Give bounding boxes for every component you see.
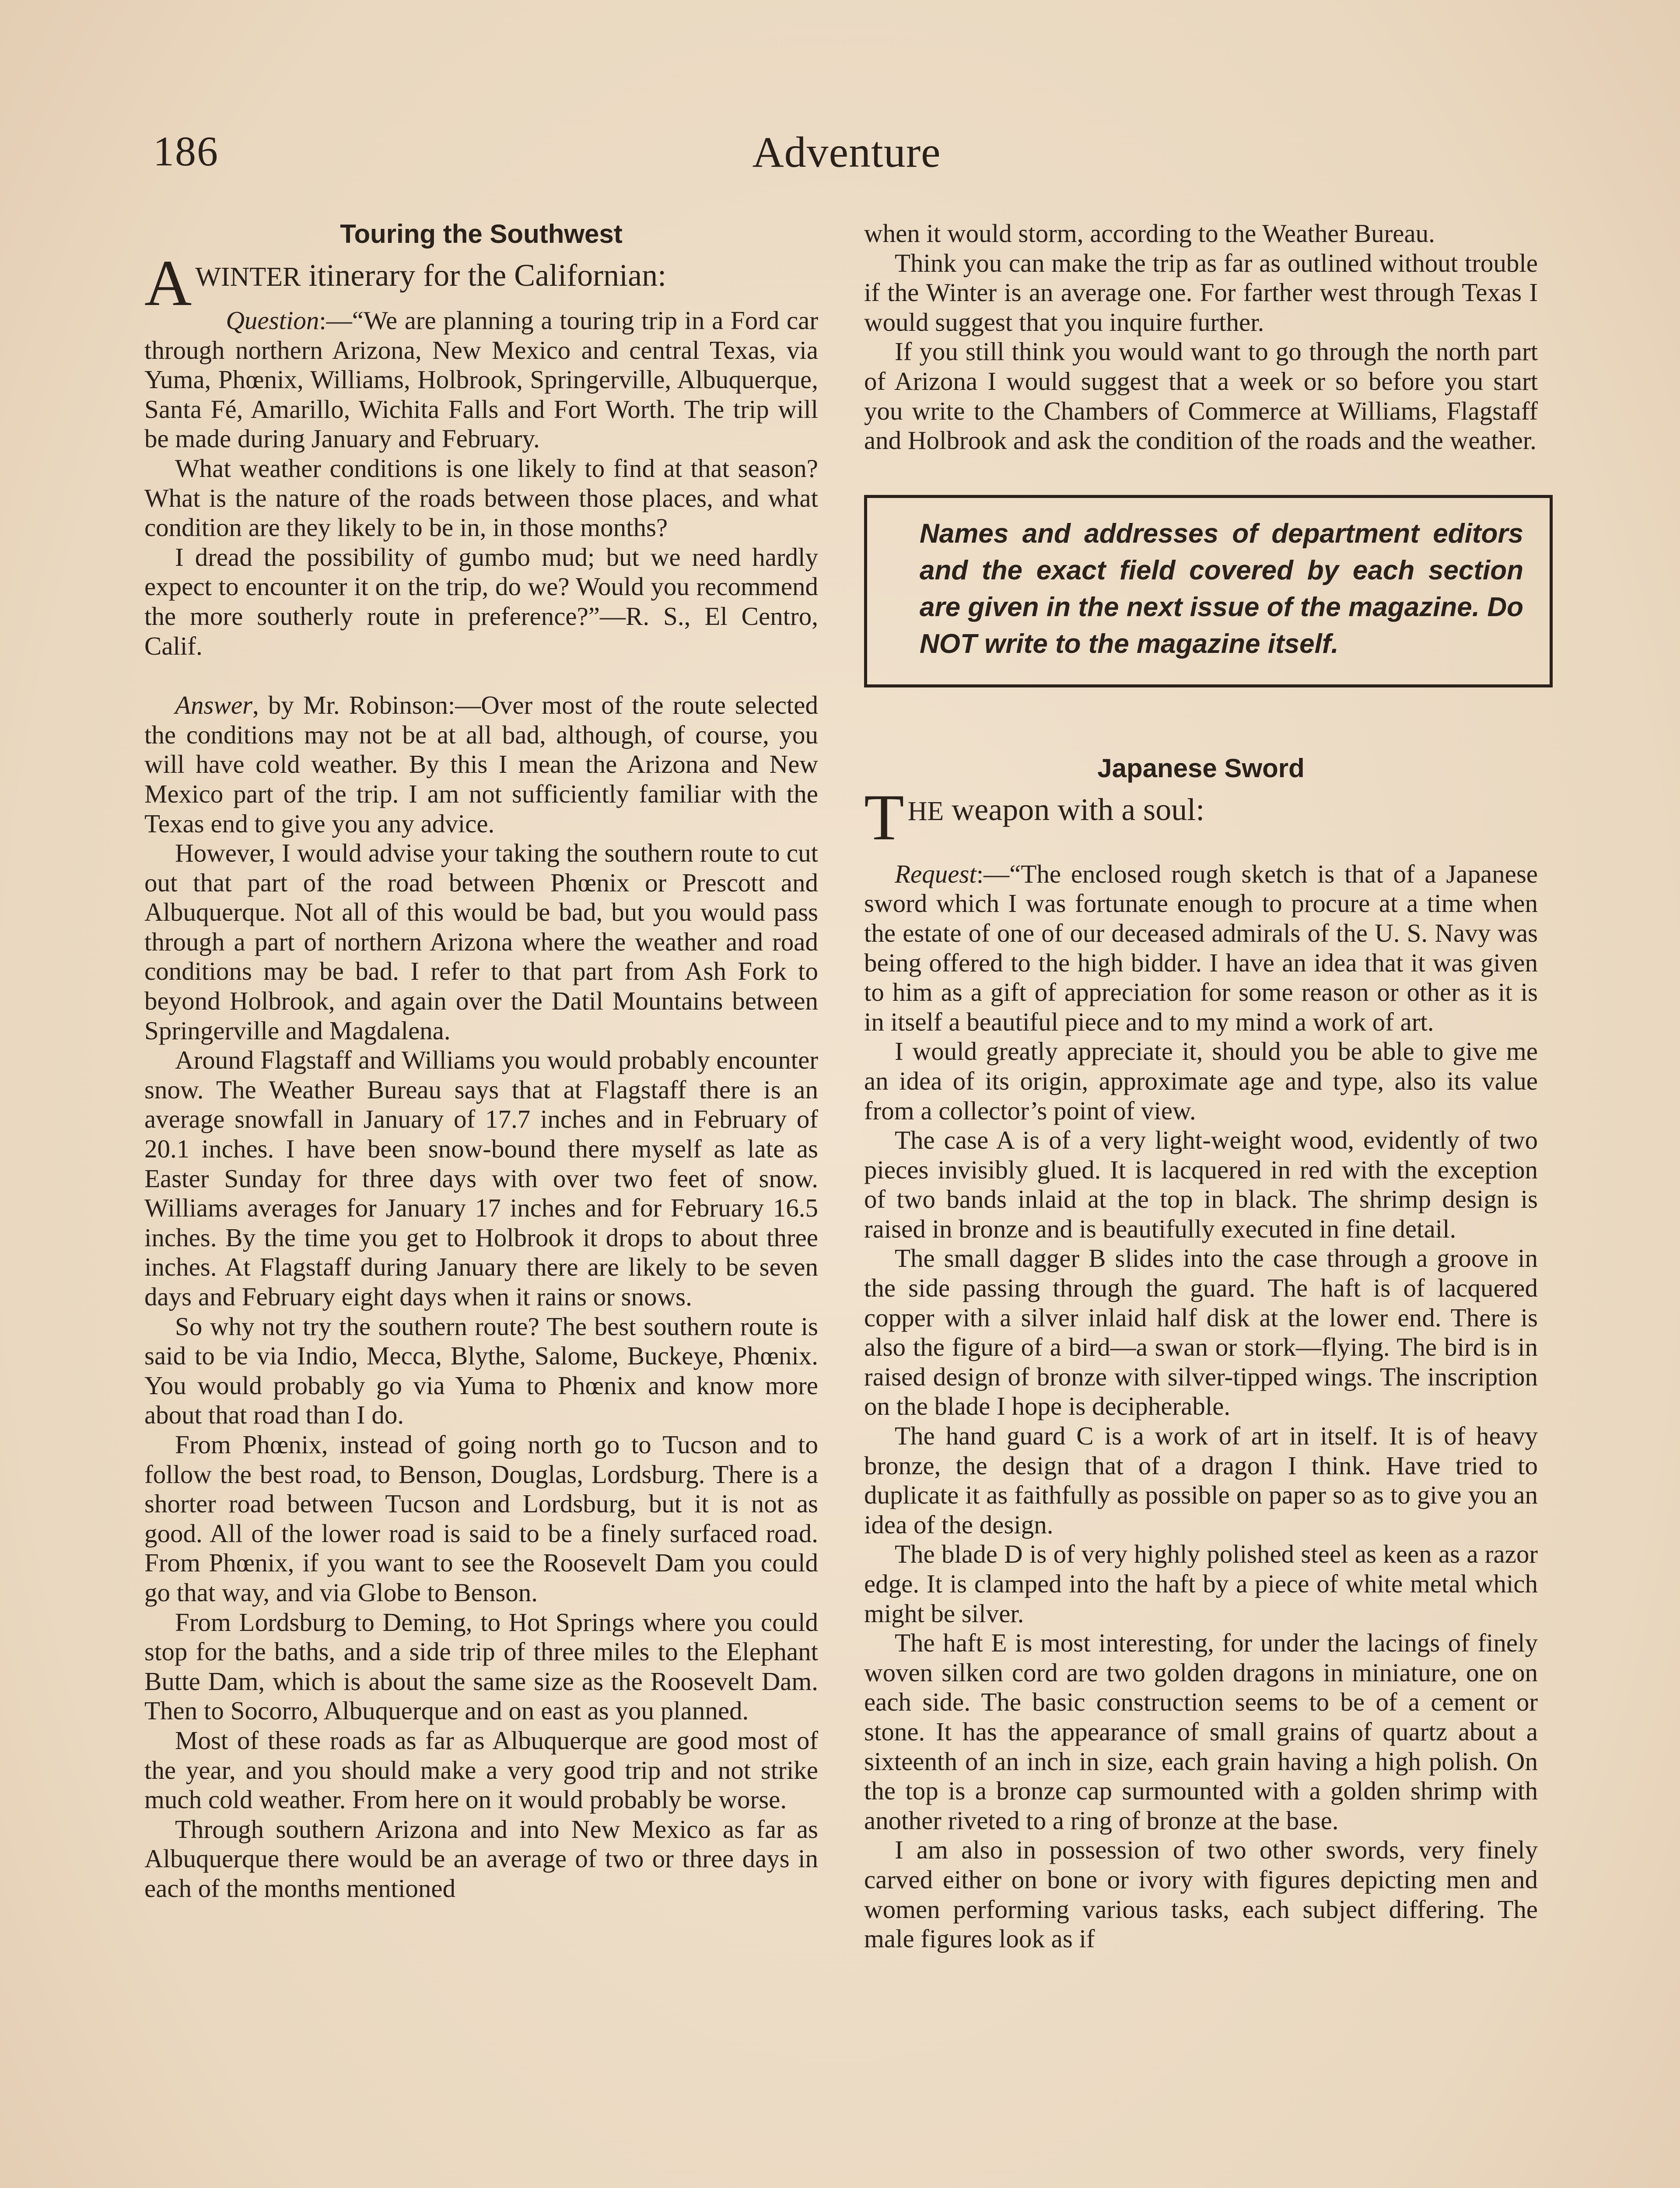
section-title-sword: Japanese Sword	[1097, 753, 1305, 783]
answer-paragraph: Around Flagstaff and Williams you would probably encounter snow. The Weather Bureau says that at Flagstaff there is an average snowfall in January of 17.7 inches and in February of 20.1 inches. I have been snow-bound there myself as late as Easter Sunday for three days with over two feet of snow. Williams averages for January 17 inches and for February 16.5 inches. By the time you get to Holbrook it drops to about three inches. At Flagstaff during January there are likely to be seven days and February eight days when it rains or snows.	[144, 1045, 818, 1311]
request-paragraph: I am also in possession of two other swords, very finely carved either on bone or ivory with figures depicting men and women performing various tasks, each subject differing. The male figures look as if	[864, 1835, 1538, 1953]
question-paragraph: What weather conditions is one likely to find at that season? What is the nature of the roads between those places, and what condition are they likely to be in, in those months?	[144, 453, 818, 542]
opening-line-sword: THE weapon with a soul:	[864, 781, 1205, 854]
continued-paragraph: when it would storm, according to the Weather Bureau.	[864, 219, 1435, 248]
answer-paragraph: From Lordsburg to Deming, to Hot Springs where you could stop for the baths, and a side trip of three miles to the Elephant Butte Dam, which is about the same size as the Roosevelt Dam. Then to Socorro, Albuquerque and on east as you planned.	[144, 1607, 818, 1725]
answer-paragraph: So why not try the southern route? The best southern route is said to be via Indio, Mecca, Blythe, Salome, Buckeye, Phœnix. You would probably go via Yuma to Phœnix and know more about that road than I do.	[144, 1311, 818, 1430]
question-paragraph: Question:—“We are planning a touring trip in a Ford car through northern Arizona, New Mexico and central Texas, via Yuma, Phœnix, Williams, Holbrook, Springerville, Albuquerque, Santa Fé, Amarillo, Wichita Falls and Fort Worth. The trip will be made during January and February.	[144, 306, 818, 453]
answer-paragraph: From Phœnix, instead of going north go to Tucson and to follow the best road, to Benson, Douglas, Lordsburg. There is a shorter road between Tucson and Lordsburg, but it is not as good. All of the lower road is said to be a finely surfaced road. From Phœnix, if you want to see the Roosevelt Dam you could go that way, and via Globe to Benson.	[144, 1430, 818, 1607]
request-paragraph: The hand guard C is a work of art in itself. It is of heavy bronze, the design that of a dragon I think. Have tried to duplicate it as faithfully as possible on paper so as to give you an idea of the design.	[864, 1421, 1538, 1539]
page-number: 186	[153, 128, 219, 175]
editors-notice-box: Names and addresses of department editors and the exact field covered by each section are given in the next issue of the magazine. Do NOT write to the magazine itself.	[864, 495, 1553, 687]
request-paragraph: I would greatly appreciate it, should you be able to give me an idea of its origin, approximate age and type, also its value from a collector’s point of view.	[864, 1037, 1538, 1125]
answer-paragraph: Answer, by Mr. Robinson:—Over most of the route selected the conditions may not be at all bad, although, of course, you will have cold weather. By this I mean the Arizona and New Mexico part of the trip. I am not sufficiently familiar with the Texas end to give you any advice.	[144, 691, 818, 838]
opening-line-touring: AWINTER itinerary for the Californian:	[144, 247, 667, 319]
right-column	[864, 219, 1538, 1954]
section-title-touring: Touring the Southwest	[340, 219, 623, 249]
request-paragraph: The haft E is most interesting, for under the lacings of finely woven silken cord are two golden dragons in miniature, one on each side. The basic construction seems to be of a cement or stone. It has the appearance of small grains of quartz about a sixteenth of an inch in size, each grain having a high polish. On the top is a bronze cap surmounted with a golden shrimp with another riveted to a ring of bronze at the base.	[864, 1628, 1538, 1835]
request-paragraph: The case A is of a very light-weight wood, evidently of two pieces invisibly glued. It is lacquered in red with the exception of two bands inlaid at the top in black. The shrimp design is raised in bronze and is beautifully executed in fine detail.	[864, 1126, 1538, 1243]
answer-paragraph: Through southern Arizona and into New Mexico as far as Albuquerque there would be an average of two or three days in each of the months mentioned	[144, 1814, 818, 1903]
answer-paragraph: However, I would advise your taking the southern route to cut out that part of the road between Phœnix or Prescott and Albuquerque. Not all of this would be bad, but you would pass through a part of northern Arizona where the weather and road conditions may be bad. I refer to that part from Ash Fork to beyond Holbrook, and again over the Datil Mountains between Springerville and Magdalena.	[144, 838, 818, 1045]
drop-cap: A	[144, 247, 192, 319]
running-title: Adventure	[752, 128, 941, 176]
continued-paragraph: Think you can make the trip as far as outlined without trouble if the Winter is an average one. For farther west through Texas I would suggest that you inquire further.	[864, 248, 1538, 337]
page-header	[144, 127, 1549, 184]
drop-cap: T	[864, 781, 904, 854]
left-column	[144, 219, 818, 1903]
request-paragraph: The small dagger B slides into the case through a groove in the side passing through the guard. The haft is of lacquered copper with a silver inlaid half disk at the lower end. There is also the figure of a bird—a swan or stork—flying. The bird is in raised design of bronze with silver-tipped wings. The inscription on the blade I hope is decipherable.	[864, 1244, 1538, 1421]
request-paragraph: Request:—“The enclosed rough sketch is that of a Japanese sword which I was fortunate enough to procure at a time when the estate of one of our deceased admirals of the U. S. Navy was being offered to the high bidder. I have an idea that it was given to him as a gift of appreciation for some reason or other as it is in itself a beautiful piece and to my mind a work of art.	[864, 859, 1538, 1036]
request-paragraph: The blade D is of very highly polished steel as keen as a razor edge. It is clamped into the haft by a piece of white metal which might be silver.	[864, 1539, 1538, 1628]
continued-paragraph: If you still think you would want to go through the north part of Arizona I would suggest that a week or so before you start you write to the Chambers of Commerce at Williams, Flagstaff and Holbrook and ask the condition of the roads and the weather.	[864, 337, 1538, 455]
answer-paragraph: Most of these roads as far as Albuquerque are good most of the year, and you should make a very good trip and not strike much cold weather. From here on it would probably be worse.	[144, 1725, 818, 1814]
question-paragraph: I dread the possibility of gumbo mud; but we need hardly expect to encounter it on the trip, do we? Would you recommend the more southerly route in preference?”—R. S., El Centro, Calif.	[144, 542, 818, 660]
